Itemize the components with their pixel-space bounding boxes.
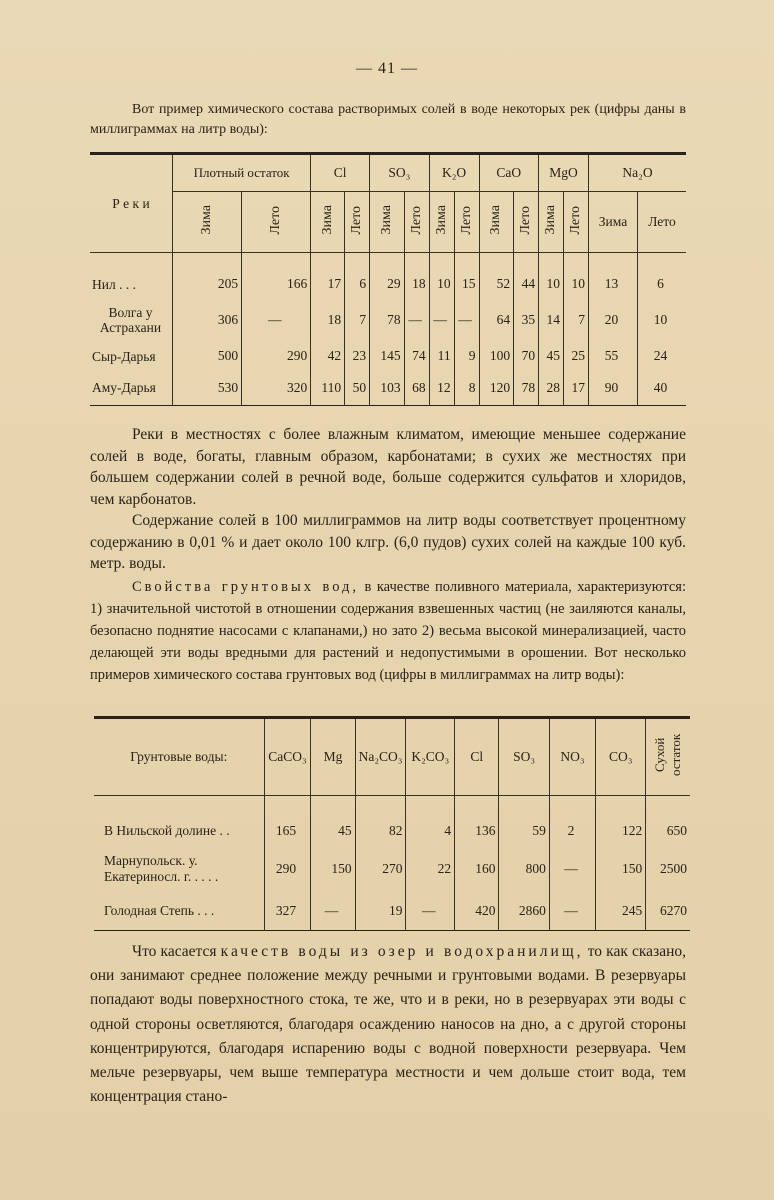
header-col: CO₃ <box>596 718 646 796</box>
spaced-emphasis: качеств воды из озер и водохранилищ, <box>220 943 584 960</box>
header-summer: Лето <box>638 192 687 253</box>
header-col: Na₂CO₃ <box>355 718 406 796</box>
page-number: — 41 — <box>356 60 418 77</box>
table-row: Марнупольск. у. Екатериносл. г. . . . . 290 150 270 22 160 800 — 150 2500 <box>94 846 690 892</box>
table-row: Голодная Степь . . . 327 — 19 — 420 2860 — 245 6270 <box>94 892 690 930</box>
header-col: K₂CO₃ <box>406 718 455 796</box>
header-col: Cl <box>455 718 499 796</box>
spacer-row <box>90 253 686 270</box>
table-row: Нил . . . 205 166 17 6 29 18 10 15 52 44 10 10 13 6 <box>90 269 686 299</box>
header-winter: Зима <box>429 192 454 253</box>
header-winter: Зима <box>173 192 242 253</box>
header-group: SO₃ <box>370 154 430 192</box>
header-dry-residue: Сухой остаток <box>646 718 690 796</box>
header-groundwater: Грунтовые воды: <box>94 718 264 796</box>
groundwater-table <box>94 716 690 931</box>
header-winter: Зима <box>370 192 405 253</box>
header-rivers: Р е к и <box>90 154 173 253</box>
table-row: Волга у Астрахани 306 — 18 7 78 — — — 64 35 14 7 20 10 <box>90 299 686 341</box>
paragraph-salt-content: Содержание солей в 100 миллиграммов на литр воды соответствует процентному содержанию в 0,01 % и дает около 100 клгр. (6,0 пудов) сухих солей на каждые 100 куб. метр. воды. <box>90 512 686 572</box>
table-row: Аму-Дарья 530 320 110 50 103 68 12 8 120 78 28 17 90 40 <box>90 371 686 405</box>
header-winter: Зима <box>539 192 564 253</box>
intro-paragraph: Вот пример химического состава растворимых солей в воде некоторых рек (цифры даны в миллиграммах на литр воды): <box>90 102 686 137</box>
header-group: Na₂O <box>589 154 687 192</box>
paragraph-river-climate: Реки в местностях с более влажным климатом, имеющие меньшее содержание солей в воде, богаты, главным образом, карбонатами; в сухих же местностях при большем содержании солей в речной воде, больше содержится сульфатов и хлоридов, чем карбонатов. <box>90 426 686 508</box>
table-row: В Нильской долине . . 165 45 82 4 136 59 2 122 650 <box>94 816 690 846</box>
river-salts-table <box>90 152 686 406</box>
header-summer: Лето <box>345 192 370 253</box>
spaced-emphasis: Свойства грунтовых вод, <box>132 579 360 595</box>
header-group: CaO <box>479 154 539 192</box>
header-winter: Зима <box>589 192 638 253</box>
header-summer: Лето <box>404 192 429 253</box>
header-col: CaCO₃ <box>264 718 311 796</box>
spacer-row <box>94 796 690 817</box>
header-col: Mg <box>311 718 355 796</box>
header-col: NO₃ <box>549 718 595 796</box>
header-summer: Лето <box>564 192 589 253</box>
header-group: MgO <box>539 154 589 192</box>
header-group: K₂O <box>429 154 479 192</box>
header-winter: Зима <box>311 192 345 253</box>
header-winter: Зима <box>479 192 514 253</box>
header-summer: Лето <box>514 192 539 253</box>
header-group: Плотный остаток <box>173 154 311 192</box>
header-group: Cl <box>311 154 370 192</box>
paragraph-lakes: Что касается качеств воды из озер и водохранилищ, то как сказано, они занимают среднее положение между речными и грунтовыми водами. В резервуары попадают воды поверхностного стока, те же, что и в реки, но в резервуарах эти воды с одной стороны осветляются, благодаря осаждению наносов на дно, а с другой стороны концентрируются, благодаря испарению воды с водной поверхности резервуара. Чем мельче резервуары, чем выше температура местности и чем дольше стоит вода, тем концентрация стано- <box>90 943 686 1106</box>
header-col: SO₃ <box>499 718 549 796</box>
paragraph-groundwater: Свойства грунтовых вод, в качестве поливного материала, характеризуются: 1) значительной чистотой в отношении содержания взвешенных частиц (не заиляются каналы, безопасно поднятие насосами с клапанами,) но зато 2) весьма высокой минерализацией, часто делающей эти воды вредными для растений и недопустимыми в орошении. Вот несколько примеров химического состава грунтовых вод (цифры в миллиграммах на литр воды): <box>90 579 686 683</box>
header-summer: Лето <box>454 192 479 253</box>
header-summer: Лето <box>242 192 311 253</box>
table-row: Сыр-Дарья 500 290 42 23 145 74 11 9 100 70 45 25 55 24 <box>90 341 686 371</box>
